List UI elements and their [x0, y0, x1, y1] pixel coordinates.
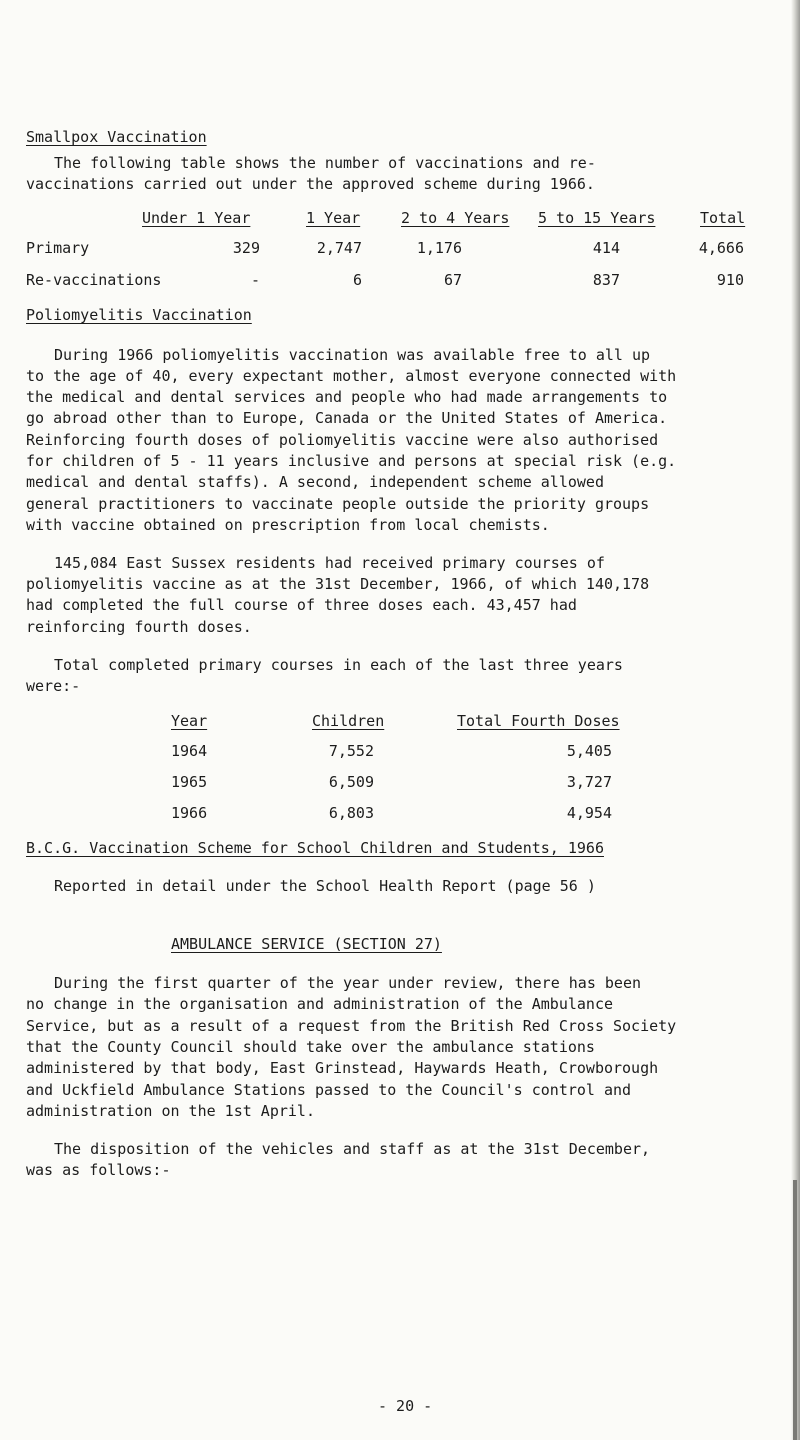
ambulance-para1-line5: administered by that body, East Grinstead, Haywards Heath, Crowborough [26, 1059, 659, 1077]
polio-para2-line1: 145,084 East Sussex residents had received primary courses of [54, 554, 605, 572]
cell-year-1964: 1964 [171, 742, 208, 760]
cell-primary-5-15: 414 [592, 239, 620, 257]
ambulance-para1-line6: and Uckfield Ambulance Stations passed to the Council's control and [26, 1081, 632, 1099]
smallpox-intro-line1: The following table shows the number of vaccinations and re- [54, 154, 596, 172]
cell-children-1966: 6,803 [328, 804, 374, 822]
bcg-heading: B.C.G. Vaccination Scheme for School Children and Students, 1966 [26, 839, 604, 857]
polio-para1-line3: the medical and dental services and people who had made arrangements to [26, 388, 668, 406]
polio-heading: Poliomyelitis Vaccination [26, 306, 252, 324]
polio-para1-line5: Reinforcing fourth doses of poliomyelitis vaccine were also authorised [26, 431, 659, 449]
cell-year-1965: 1965 [171, 773, 208, 791]
cell-children-1965: 6,509 [328, 773, 374, 791]
col-header-total: Total [700, 209, 746, 227]
cell-revacc-2-4: 67 [443, 271, 462, 289]
cell-primary-1yr: 2,747 [316, 239, 362, 257]
row-label-revaccinations: Re-vaccinations [26, 271, 162, 289]
ambulance-para1-line3: Service, but as a result of a request from the British Red Cross Society [26, 1017, 677, 1035]
polio-para1-line4: go abroad other than to Europe, Canada or the United States of America. [26, 409, 668, 427]
polio-para2-line3: had completed the full course of three doses each. 43,457 had [26, 596, 577, 614]
polio-para2-line2: poliomyelitis vaccine as at the 31st December, 1966, of which 140,178 [26, 575, 650, 593]
cell-revacc-total: 910 [716, 271, 744, 289]
cell-revacc-5-15: 837 [592, 271, 620, 289]
cell-primary-total: 4,666 [698, 239, 744, 257]
bcg-text: Reported in detail under the School Health Report (page 56 ) [54, 877, 596, 895]
col-header-2-4: 2 to 4 Years [401, 209, 510, 227]
col-header-year: Year [171, 712, 208, 730]
col-header-fourth-doses: Total Fourth Doses [457, 712, 620, 730]
polio-para1-line9: with vaccine obtained on prescription from local chemists. [26, 516, 550, 534]
cell-revacc-under1: - [250, 271, 260, 289]
cell-fourth-1964: 5,405 [566, 742, 612, 760]
ambulance-para1-line7: administration on the 1st April. [26, 1102, 315, 1120]
ambulance-para1-line4: that the County Council should take over the ambulance stations [26, 1038, 595, 1056]
page-number: - 20 - [378, 1397, 433, 1415]
ambulance-para2-line1: The disposition of the vehicles and staff as at the 31st December, [54, 1140, 651, 1158]
col-header-under-1: Under 1 Year [142, 209, 251, 227]
ambulance-para2-line2: was as follows:- [26, 1161, 171, 1179]
col-header-children: Children [312, 712, 385, 730]
polio-para1-line2: to the age of 40, every expectant mother, almost everyone connected with [26, 367, 677, 385]
smallpox-intro-line2: vaccinations carried out under the approved scheme during 1966. [26, 175, 595, 193]
row-label-primary: Primary [26, 239, 90, 257]
polio-para1-line7: medical and dental staffs). A second, independent scheme allowed [26, 473, 604, 491]
ambulance-para1-line1: During the first quarter of the year under review, there has been [54, 974, 641, 992]
polio-para3-line2: were:- [26, 677, 81, 695]
cell-fourth-1966: 4,954 [566, 804, 612, 822]
polio-para1-line8: general practitioners to vaccinate people outside the priority groups [26, 495, 650, 513]
polio-para2-line4: reinforcing fourth doses. [26, 618, 252, 636]
cell-revacc-1yr: 6 [352, 271, 362, 289]
col-header-1-year: 1 Year [306, 209, 361, 227]
ambulance-para1-line2: no change in the organisation and administration of the Ambulance [26, 995, 613, 1013]
cell-primary-under1: 329 [232, 239, 260, 257]
polio-para1-line6: for children of 5 - 11 years inclusive and persons at special risk (e.g. [26, 452, 677, 470]
ambulance-heading: AMBULANCE SERVICE (SECTION 27) [171, 935, 442, 953]
page-edge-binding [793, 1180, 797, 1440]
cell-children-1964: 7,552 [328, 742, 374, 760]
cell-fourth-1965: 3,727 [566, 773, 612, 791]
cell-year-1966: 1966 [171, 804, 208, 822]
smallpox-heading: Smallpox Vaccination [26, 128, 207, 146]
polio-para3-line1: Total completed primary courses in each of the last three years [54, 656, 623, 674]
col-header-5-15: 5 to 15 Years [538, 209, 656, 227]
polio-para1-line1: During 1966 poliomyelitis vaccination was available free to all up [54, 346, 651, 364]
cell-primary-2-4: 1,176 [416, 239, 462, 257]
